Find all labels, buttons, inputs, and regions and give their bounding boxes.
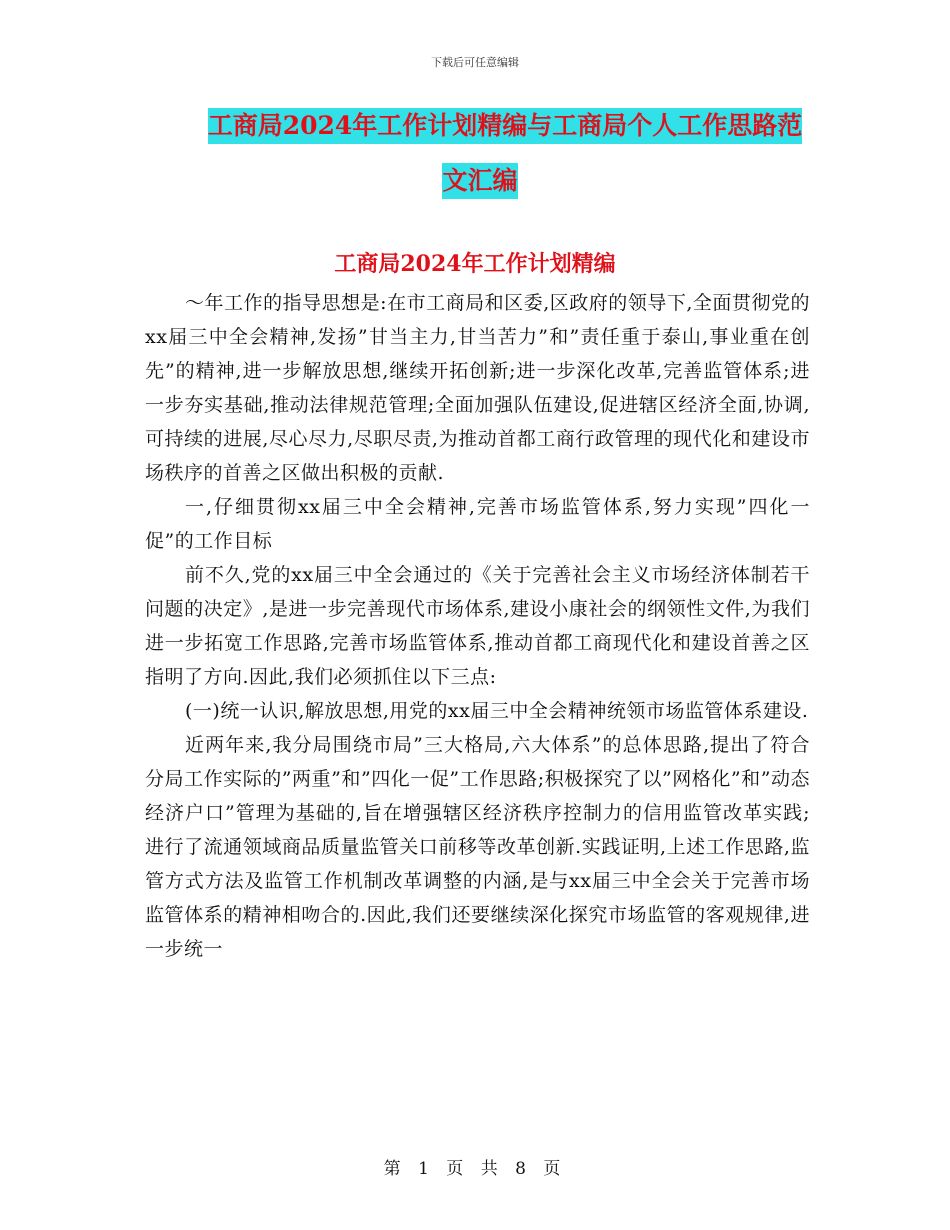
page-number: 第 1 页 共 8 页 xyxy=(383,1159,567,1179)
document-title xyxy=(140,108,820,199)
paragraph: ～年工作的指导思想是:在市工商局和区委,区政府的领导下,全面贯彻党的xx届三中全会精神,发扬”甘当主力,甘当苦力”和”责任重于泰山,事业重在创先”的精神,进一步解放思想,继续开拓创新;进一步深化改革,完善监管体系;进一步夯实基础,推动法律规范管理;全面加强队伍建设,促进辖区经济全面,协调,可持续的进展,尽心尽力,尽职尽责,为推动首都工商行政管理的现代化和建设市场秩序的首善之区做出积极的贡献. xyxy=(145,292,810,484)
paragraph: (一)统一认识,解放思想,用党的xx届三中全会精神统领市场监管体系建设. xyxy=(185,700,809,722)
paragraph: 前不久,党的xx届三中全会通过的《关于完善社会主义市场经济体制若干问题的决定》,是进一步完善现代市场体系,建设小康社会的纲领性文件,为我们进一步拓宽工作思路,完善市场监管体系,推动首都工商现代化和建设首善之区指明了方向.因此,我们必须抓住以下三点: xyxy=(145,564,810,688)
paragraph: 一,仔细贯彻xx届三中全会精神,完善市场监管体系,努力实现”四化一促”的工作目标 xyxy=(145,496,810,552)
title-line-1: 工商局2024年工作计划精编与工商局个人工作思路范 xyxy=(208,108,803,144)
body-text xyxy=(145,286,810,966)
title-line-2: 文汇编 xyxy=(442,163,517,199)
section-title: 工商局2024年工作计划精编 xyxy=(334,251,616,277)
paragraph: 近两年来,我分局围绕市局”三大格局,六大体系”的总体思路,提出了符合分局工作实际的”两重”和”四化一促”工作思路;积极探究了以”网格化”和”动态经济户口”管理为基础的,旨在增强辖区经济秩序控制力的信用监管改革实践;进行了流通领域商品质量监管关口前移等改革创新.实践证明,上述工作思路,监管方式方法及监管工作机制改革调整的内涵,是与xx届三中全会关于完善市场监管体系的精神相吻合的.因此,我们还要继续深化探究市场监管的客观规律,进一步统一 xyxy=(145,734,810,960)
page-header-note: 下载后可任意编辑 xyxy=(431,56,519,69)
